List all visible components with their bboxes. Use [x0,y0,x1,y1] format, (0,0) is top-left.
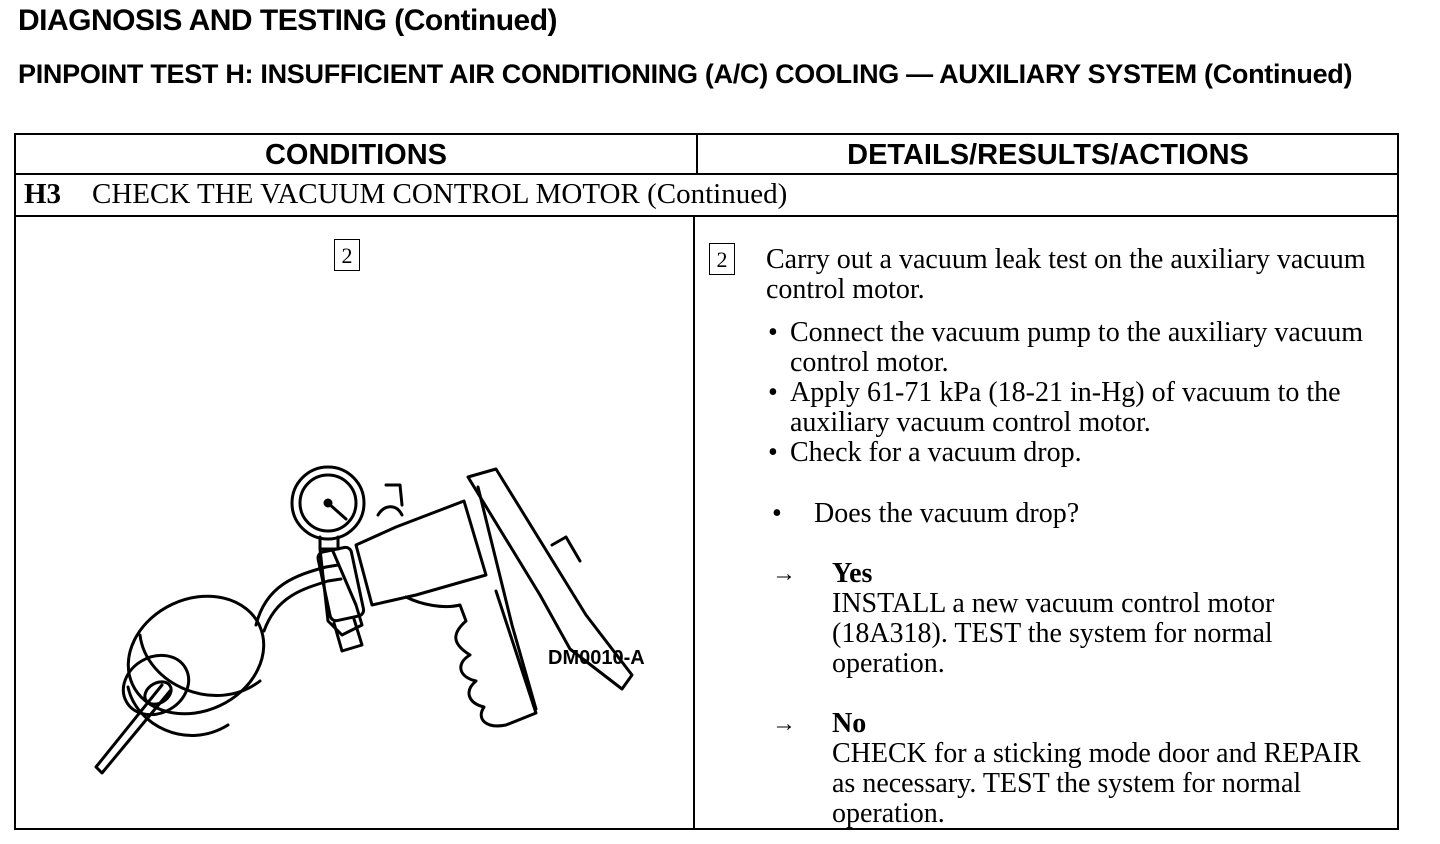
list-item: • Connect the vacuum pump to the auxiliary vacuum control motor. [768,317,1364,378]
result-no-text: CHECK for a sticking mode door and REPAIR as necessary. TEST the system for normal operation. [832,738,1361,829]
action-bullet-list [766,318,1386,468]
arrow-right-icon: → [772,561,796,587]
page-title: DIAGNOSIS AND TESTING (Continued) [18,4,558,37]
figure-label: DM0010-A [548,647,645,669]
list-item: • Apply 61-71 kPa (18-21 in-Hg) of vacuum to the auxiliary vacuum control motor. [768,377,1341,438]
vacuum-pump-illustration [66,305,686,785]
column-header-conditions: CONDITIONS [264,139,448,171]
list-item: • Check for a vacuum drop. [768,437,1082,468]
arrow-right-icon: → [772,711,796,737]
result-yes-text: INSTALL a new vacuum control motor (18A318). TEST the system for normal operation. [832,588,1275,679]
figure-step-number: 2 [334,239,360,271]
result-yes-title: Yes [832,558,873,589]
result-no-title: No [832,708,867,739]
action-step-number: 2 [709,243,735,275]
column-header-actions: DETAILS/RESULTS/ACTIONS [847,139,1249,171]
header-divider [16,173,1397,175]
action-intro: Carry out a vacuum leak test on the auxiliary vacuum control motor. [766,244,1366,305]
step-divider [16,215,1397,217]
step-id: H3 [24,178,62,210]
pump-grip [406,591,536,726]
test-question: • Does the vacuum drop? [772,498,1080,529]
test-table [14,133,1399,830]
step-heading [24,178,787,211]
pinpoint-test-title: PINPOINT TEST H: INSUFFICIENT AIR CONDITIONING (A/C) COOLING — AUXILIARY SYSTEM (Continued) [18,59,1353,89]
step-title: CHECK THE VACUUM CONTROL MOTOR (Continued) [92,178,788,210]
column-divider [693,215,695,828]
